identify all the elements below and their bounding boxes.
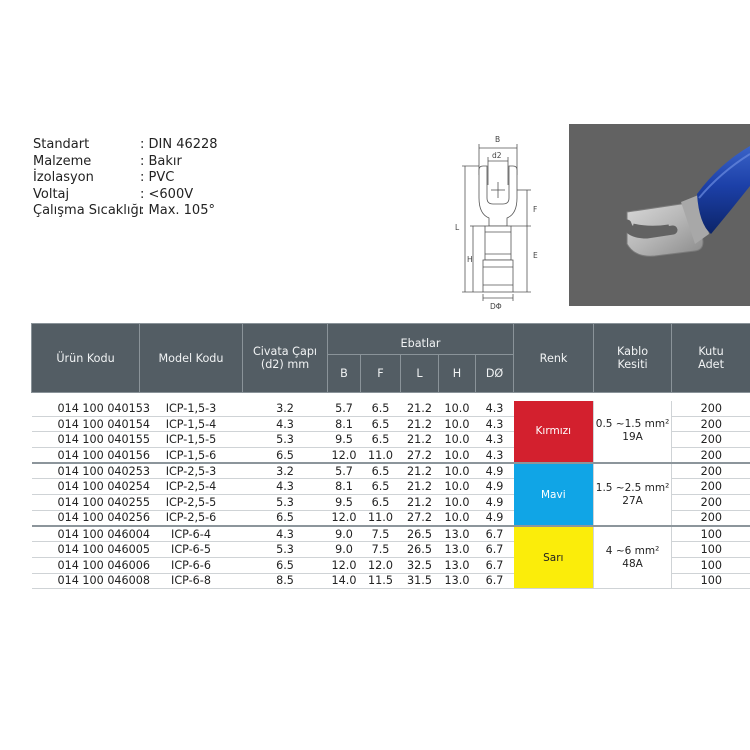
spec-value: : Max. 105° [140, 203, 215, 218]
dim-label-h: H [467, 255, 473, 264]
cell-urun-kodu: 014 100 040154 [32, 416, 140, 432]
cell-model-kodu: ICP-1,5-5 [140, 432, 243, 448]
cell-b: 5.7 [328, 401, 361, 417]
cell-civata-capi: 5.3 [243, 542, 328, 558]
cell-d: 6.7 [476, 573, 514, 589]
cell-b: 8.1 [328, 479, 361, 495]
cell-l: 21.2 [401, 463, 439, 479]
cell-model-kodu: ICP-2,5-3 [140, 463, 243, 479]
col-f: F [361, 355, 401, 393]
cell-kutu-adet: 100 [672, 542, 750, 558]
spec-label: Malzeme [33, 153, 92, 169]
cell-kutu-adet: 200 [672, 463, 750, 479]
cell-model-kodu: ICP-1,5-4 [140, 416, 243, 432]
civata-line2: (d2) mm [260, 358, 310, 371]
cell-civata-capi: 5.3 [243, 495, 328, 511]
col-urun-kodu: Ürün Kodu [32, 324, 140, 393]
cell-model-kodu: ICP-6-5 [140, 542, 243, 558]
cell-l: 21.2 [401, 416, 439, 432]
col-ebatlar: Ebatlar [328, 324, 514, 355]
table-body [32, 393, 750, 589]
cell-l: 32.5 [401, 557, 439, 573]
cell-f: 6.5 [361, 416, 401, 432]
kablo-kesiti-cell [594, 526, 672, 589]
renk-swatch: Mavi [514, 463, 594, 526]
col-model-kodu: Model Kodu [140, 324, 243, 393]
cell-urun-kodu: 014 100 040256 [32, 510, 140, 526]
cell-b: 5.7 [328, 463, 361, 479]
cell-kutu-adet: 200 [672, 432, 750, 448]
col-d: DØ [476, 355, 514, 393]
spec-value: : PVC [140, 170, 175, 185]
cell-d: 4.3 [476, 401, 514, 417]
cell-l: 31.5 [401, 573, 439, 589]
col-renk: Renk [514, 324, 594, 393]
cell-h: 13.0 [439, 557, 476, 573]
cell-f: 6.5 [361, 479, 401, 495]
dim-label-l: L [455, 223, 460, 232]
cell-f: 11.0 [361, 510, 401, 526]
cell-urun-kodu: 014 100 040153 [32, 401, 140, 417]
cell-b: 12.0 [328, 448, 361, 464]
cell-f: 6.5 [361, 463, 401, 479]
spec-row [33, 203, 218, 220]
col-h: H [439, 355, 476, 393]
cell-urun-kodu: 014 100 046008 [32, 573, 140, 589]
cell-b: 8.1 [328, 416, 361, 432]
cell-civata-capi: 8.5 [243, 573, 328, 589]
cell-kutu-adet: 200 [672, 416, 750, 432]
cell-urun-kodu: 014 100 040255 [32, 495, 140, 511]
cell-f: 7.5 [361, 542, 401, 558]
cell-d: 4.3 [476, 432, 514, 448]
cell-model-kodu: ICP-6-6 [140, 557, 243, 573]
spec-label: İzolasyon [33, 170, 94, 185]
cell-h: 10.0 [439, 510, 476, 526]
cell-f: 6.5 [361, 432, 401, 448]
kesit-amp: 48A [622, 557, 643, 570]
cell-civata-capi: 4.3 [243, 526, 328, 542]
col-l: L [401, 355, 439, 393]
cell-f: 11.5 [361, 573, 401, 589]
cell-f: 6.5 [361, 495, 401, 511]
cell-l: 21.2 [401, 495, 439, 511]
spec-value: : DIN 46228 [140, 137, 218, 152]
cell-l: 26.5 [401, 542, 439, 558]
cell-d: 4.3 [476, 448, 514, 464]
cell-kutu-adet: 200 [672, 401, 750, 417]
spec-label: Çalışma Sıcaklığı [33, 203, 143, 218]
spec-row [33, 154, 218, 171]
cell-d: 6.7 [476, 557, 514, 573]
spade-terminal-image [569, 124, 750, 306]
cell-f: 11.0 [361, 448, 401, 464]
dim-label-b: B [495, 135, 501, 144]
cell-kutu-adet: 200 [672, 479, 750, 495]
cell-b: 9.5 [328, 495, 361, 511]
cell-urun-kodu: 014 100 040155 [32, 432, 140, 448]
cell-kutu-adet: 200 [672, 510, 750, 526]
cell-h: 10.0 [439, 416, 476, 432]
cell-h: 10.0 [439, 479, 476, 495]
cell-urun-kodu: 014 100 046004 [32, 526, 140, 542]
cell-d: 4.9 [476, 479, 514, 495]
spec-row [33, 170, 218, 187]
table-row [32, 526, 750, 542]
cell-kutu-adet: 100 [672, 526, 750, 542]
spec-row [33, 187, 218, 204]
spec-value: : <600V [140, 186, 194, 202]
kesit-range: 4 ~6 mm² [605, 544, 660, 557]
kesit-amp: 19A [622, 431, 643, 444]
spec-label: Standart [33, 137, 90, 152]
cell-model-kodu: ICP-1,5-3 [140, 401, 243, 417]
spec-row [33, 137, 218, 154]
cell-d: 4.9 [476, 510, 514, 526]
cell-urun-kodu: 014 100 040156 [32, 448, 140, 464]
dim-label-d2: d2 [492, 151, 502, 160]
cell-l: 27.2 [401, 510, 439, 526]
cell-h: 10.0 [439, 448, 476, 464]
cell-f: 12.0 [361, 557, 401, 573]
cell-kutu-adet: 200 [672, 495, 750, 511]
cell-l: 21.2 [401, 401, 439, 417]
cell-civata-capi: 6.5 [243, 557, 328, 573]
product-table [31, 323, 750, 589]
cell-urun-kodu: 014 100 040254 [32, 479, 140, 495]
table-row [32, 463, 750, 479]
dim-label-f: F [533, 205, 538, 214]
dim-label-d: DΦ [490, 302, 502, 310]
cell-h: 13.0 [439, 526, 476, 542]
cell-h: 10.0 [439, 432, 476, 448]
cell-civata-capi: 4.3 [243, 479, 328, 495]
product-photo [569, 124, 750, 306]
cell-b: 9.0 [328, 542, 361, 558]
kablo-line2: Kesiti [617, 358, 648, 371]
cell-civata-capi: 3.2 [243, 463, 328, 479]
cell-h: 13.0 [439, 573, 476, 589]
cell-kutu-adet: 100 [672, 573, 750, 589]
cell-civata-capi: 4.3 [243, 416, 328, 432]
renk-swatch: Sarı [514, 526, 594, 589]
cell-h: 13.0 [439, 542, 476, 558]
terminal-dimension-drawing [445, 130, 560, 310]
cell-urun-kodu: 014 100 040253 [32, 463, 140, 479]
cell-d: 6.7 [476, 526, 514, 542]
spec-label: Voltaj [33, 186, 70, 202]
cell-l: 21.2 [401, 432, 439, 448]
spec-value: : Bakır [140, 153, 182, 169]
cell-l: 27.2 [401, 448, 439, 464]
cell-b: 12.0 [328, 510, 361, 526]
cell-civata-capi: 6.5 [243, 448, 328, 464]
renk-swatch: Kırmızı [514, 401, 594, 464]
cell-civata-capi: 6.5 [243, 510, 328, 526]
cell-urun-kodu: 014 100 046006 [32, 557, 140, 573]
kutu-line2: Adet [698, 358, 724, 371]
spec-list [33, 137, 218, 220]
col-b: B [328, 355, 361, 393]
cell-b: 12.0 [328, 557, 361, 573]
cell-model-kodu: ICP-2,5-6 [140, 510, 243, 526]
dim-label-e: E [533, 251, 538, 260]
cell-kutu-adet: 100 [672, 557, 750, 573]
kablo-kesiti-cell [594, 401, 672, 464]
kesit-range: 0.5 ~1.5 mm² [595, 418, 670, 431]
cell-b: 9.5 [328, 432, 361, 448]
civata-line1: Civata Çapı [252, 345, 318, 358]
cell-l: 21.2 [401, 479, 439, 495]
cell-h: 10.0 [439, 463, 476, 479]
cell-d: 4.9 [476, 495, 514, 511]
cell-kutu-adet: 200 [672, 448, 750, 464]
kesit-range: 1.5 ~2.5 mm² [595, 481, 670, 494]
cell-l: 26.5 [401, 526, 439, 542]
col-kutu-adet [672, 324, 750, 393]
cell-urun-kodu: 014 100 046005 [32, 542, 140, 558]
cell-d: 4.3 [476, 416, 514, 432]
col-kablo-kesiti [594, 324, 672, 393]
cell-h: 10.0 [439, 401, 476, 417]
cell-model-kodu: ICP-1,5-6 [140, 448, 243, 464]
cell-b: 9.0 [328, 526, 361, 542]
cell-h: 10.0 [439, 495, 476, 511]
cell-civata-capi: 3.2 [243, 401, 328, 417]
kesit-amp: 27A [622, 494, 643, 507]
kutu-line1: Kutu [698, 345, 724, 358]
cell-model-kodu: ICP-6-4 [140, 526, 243, 542]
col-civata-capi [243, 324, 328, 393]
kablo-line1: Kablo [617, 345, 649, 358]
cell-d: 4.9 [476, 463, 514, 479]
cell-model-kodu: ICP-2,5-5 [140, 495, 243, 511]
cell-d: 6.7 [476, 542, 514, 558]
cell-f: 7.5 [361, 526, 401, 542]
cell-model-kodu: ICP-6-8 [140, 573, 243, 589]
cell-model-kodu: ICP-2,5-4 [140, 479, 243, 495]
cell-civata-capi: 5.3 [243, 432, 328, 448]
kablo-kesiti-cell [594, 463, 672, 526]
table-row [32, 401, 750, 417]
cell-b: 14.0 [328, 573, 361, 589]
cell-f: 6.5 [361, 401, 401, 417]
